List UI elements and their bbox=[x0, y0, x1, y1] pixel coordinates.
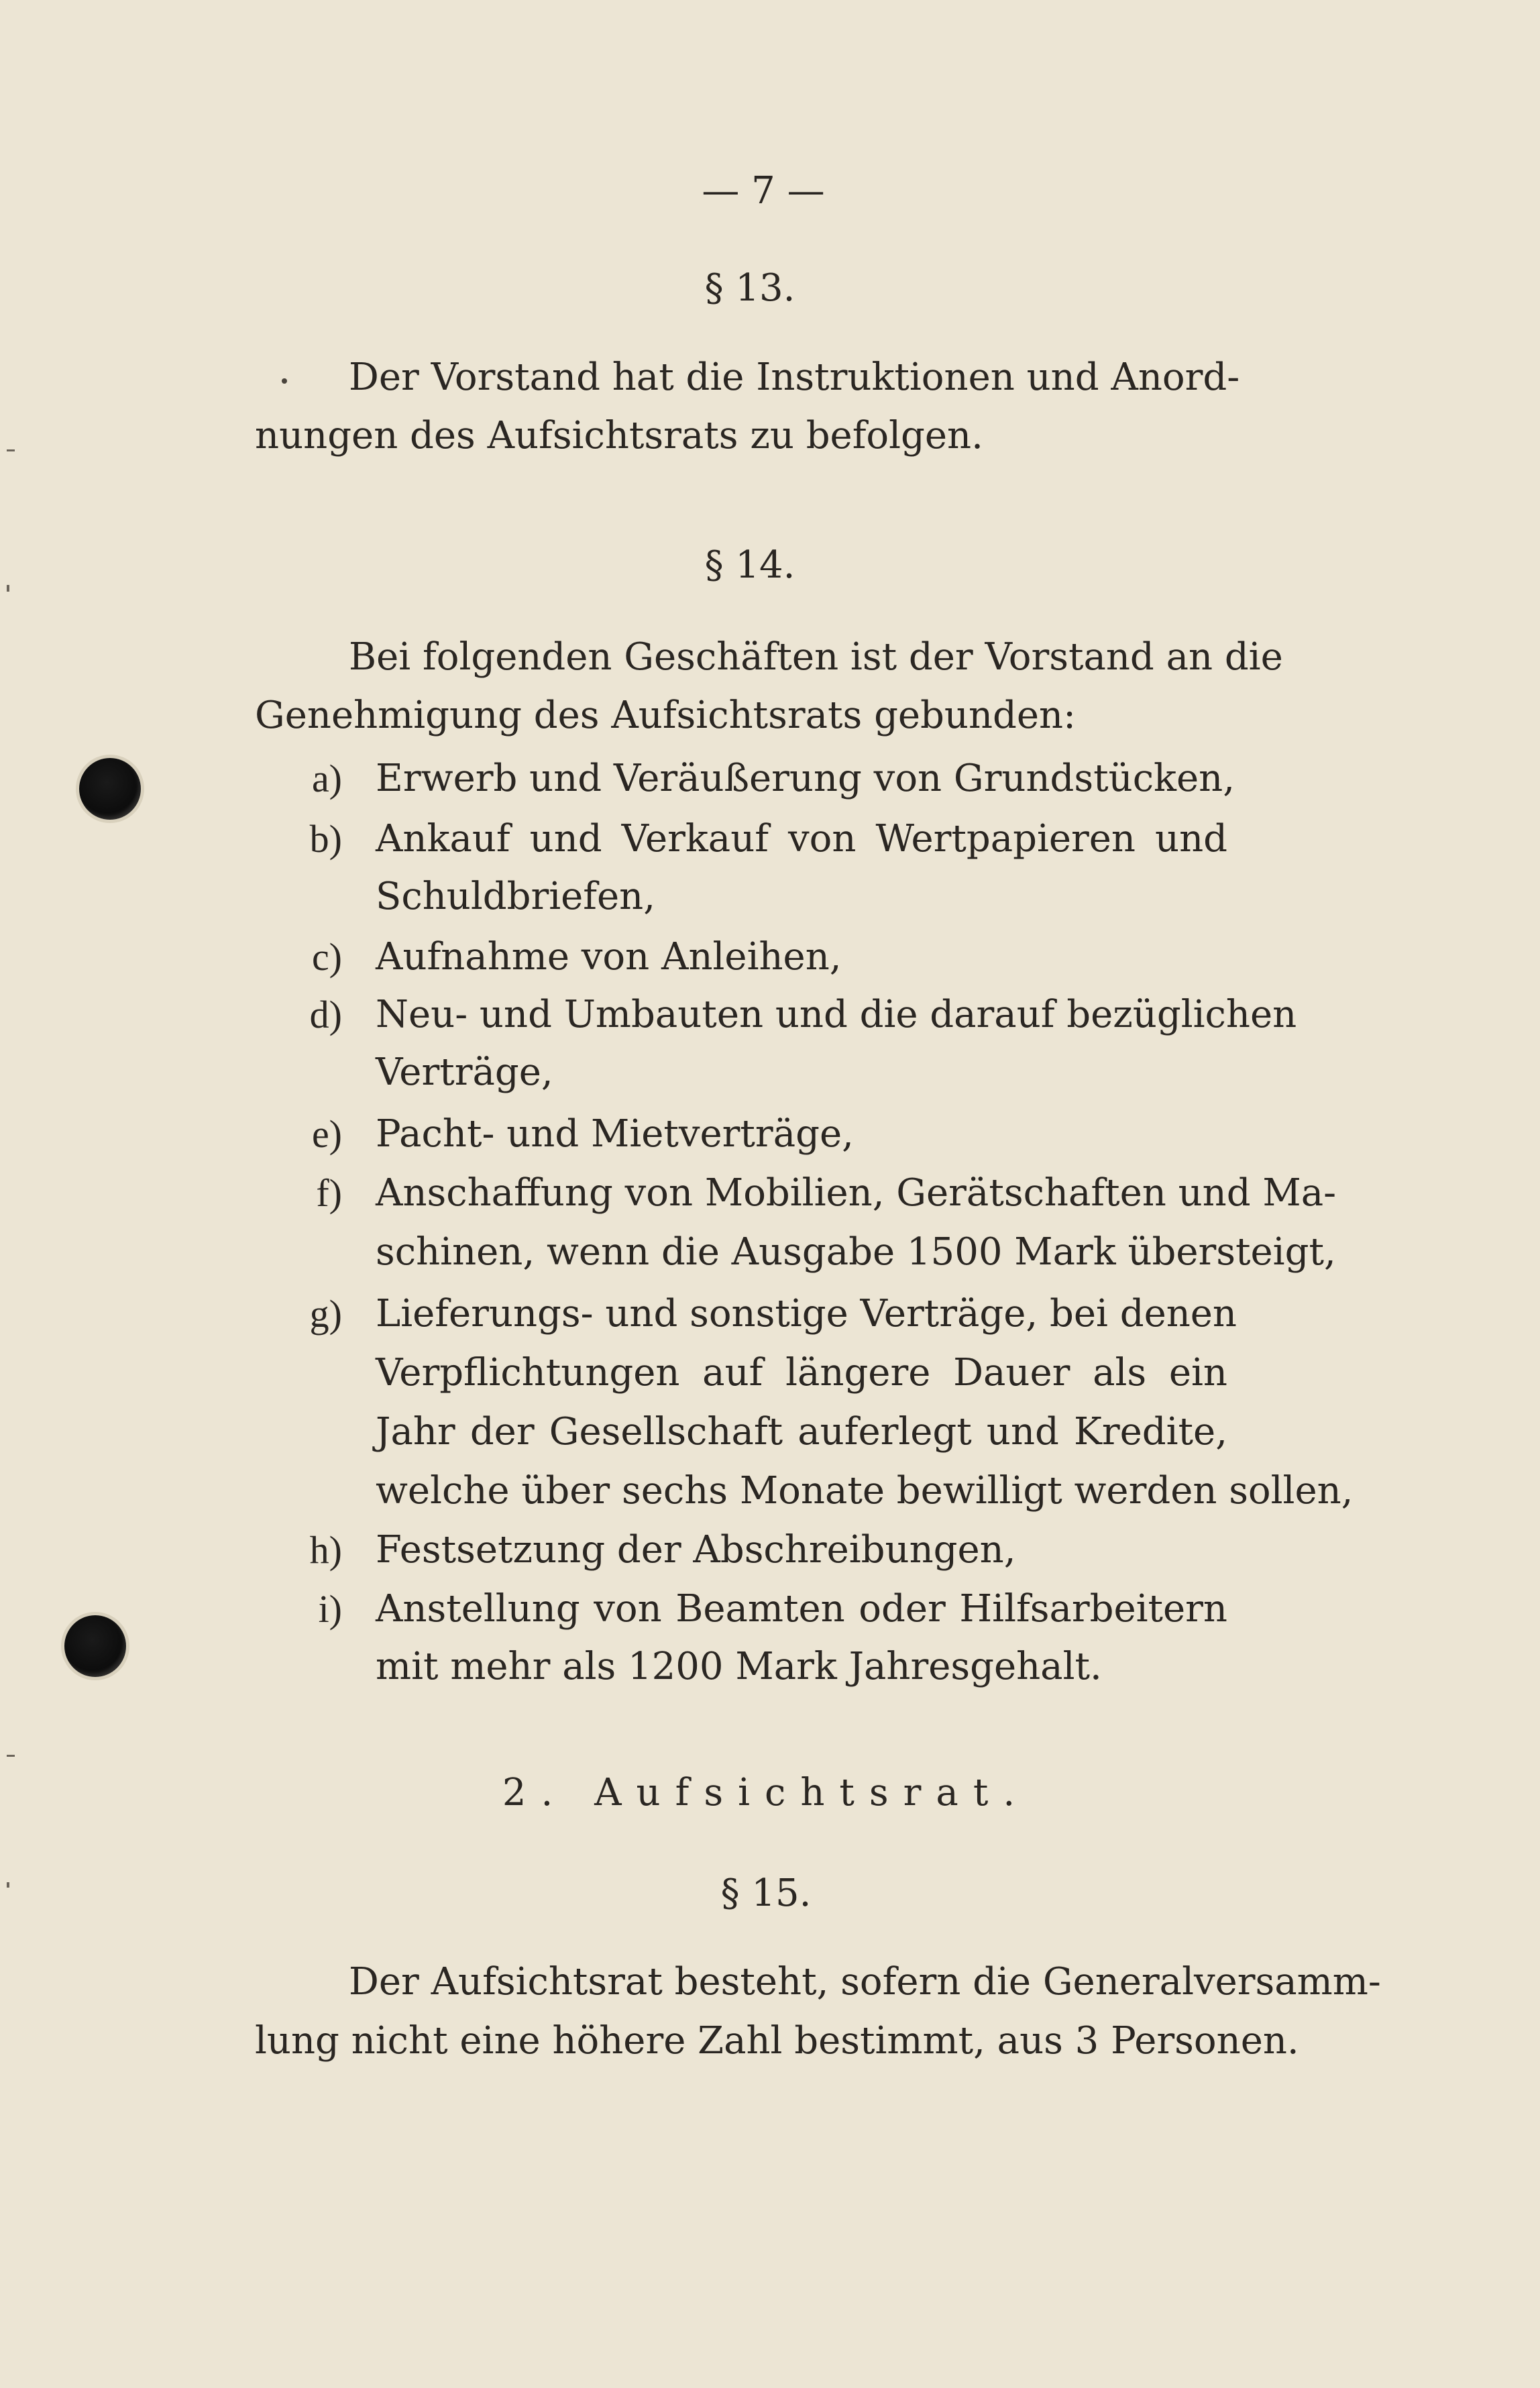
punch-hole-top bbox=[79, 758, 141, 820]
list-item-text: Anstellung von Beamten oder Hilfsarbeitern bbox=[376, 1587, 1227, 1631]
list-item-text: Erwerb und Veräußerung von Grundstücken, bbox=[376, 757, 1235, 800]
list-item-text: Lieferungs- und sonstige Verträge, bei denen bbox=[376, 1292, 1237, 1336]
section-13-heading: § 13. bbox=[704, 266, 795, 310]
list-item-label: f) bbox=[316, 1171, 342, 1215]
list-item-text: Verpflichtungen auf längere Dauer als ein bbox=[376, 1351, 1227, 1395]
list-item-label: a) bbox=[311, 757, 342, 800]
list-item-text: welche über sechs Monate bewilligt werden sollen, bbox=[376, 1469, 1354, 1513]
list-item-text: mit mehr als 1200 Mark Jahresgehalt. bbox=[376, 1645, 1102, 1688]
list-item-label: b) bbox=[309, 817, 342, 861]
list-item-text: schinen, wenn die Ausgabe 1500 Mark übersteigt, bbox=[376, 1230, 1336, 1274]
section-15-line: Der Aufsichtsrat besteht, sofern die Generalversamm- bbox=[349, 1960, 1381, 2004]
section-14-heading: § 14. bbox=[704, 543, 795, 587]
list-item-text: Ankauf und Verkauf von Wertpapieren und bbox=[376, 817, 1227, 861]
section-14-intro-line: Genehmigung des Aufsichtsrats gebunden: bbox=[255, 694, 1076, 737]
list-item-text: Festsetzung der Abschreibungen, bbox=[376, 1528, 1016, 1572]
margin-mark bbox=[7, 449, 15, 451]
chapter-heading: 2. Aufsichtsrat. bbox=[502, 1771, 1030, 1814]
list-item-text: Neu- und Umbauten und die darauf bezüglichen bbox=[376, 993, 1297, 1036]
section-13-line: Der Vorstand hat die Instruktionen und Anord- bbox=[349, 356, 1240, 399]
list-item-text: Schuldbriefen, bbox=[376, 875, 656, 918]
page-number: — 7 — bbox=[702, 169, 825, 213]
list-item-label: d) bbox=[309, 993, 342, 1036]
margin-mark bbox=[7, 1755, 15, 1757]
section-13-line: nungen des Aufsichtsrats zu befolgen. bbox=[255, 414, 983, 457]
list-item-text: Verträge, bbox=[376, 1050, 553, 1094]
list-item-label: e) bbox=[311, 1112, 342, 1156]
punch-hole-bottom bbox=[64, 1615, 126, 1677]
section-15-line: lung nicht eine höhere Zahl bestimmt, aus 3 Personen. bbox=[255, 2019, 1299, 2063]
section-15-heading: § 15. bbox=[720, 1871, 812, 1915]
list-item-text: Jahr der Gesellschaft auferlegt und Kredite, bbox=[376, 1410, 1227, 1454]
list-item-text: Aufnahme von Anleihen, bbox=[376, 935, 842, 979]
stray-dot bbox=[282, 378, 287, 384]
list-item-text: Pacht- und Mietverträge, bbox=[376, 1112, 854, 1156]
list-item-label: h) bbox=[309, 1528, 342, 1572]
list-item-label: c) bbox=[311, 935, 342, 979]
list-item-text: Anschaffung von Mobilien, Gerätschaften und Ma- bbox=[376, 1171, 1337, 1215]
list-item-label: i) bbox=[318, 1587, 342, 1631]
section-14-intro-line: Bei folgenden Geschäften ist der Vorstand an die bbox=[349, 635, 1283, 679]
list-item-label: g) bbox=[309, 1292, 342, 1336]
